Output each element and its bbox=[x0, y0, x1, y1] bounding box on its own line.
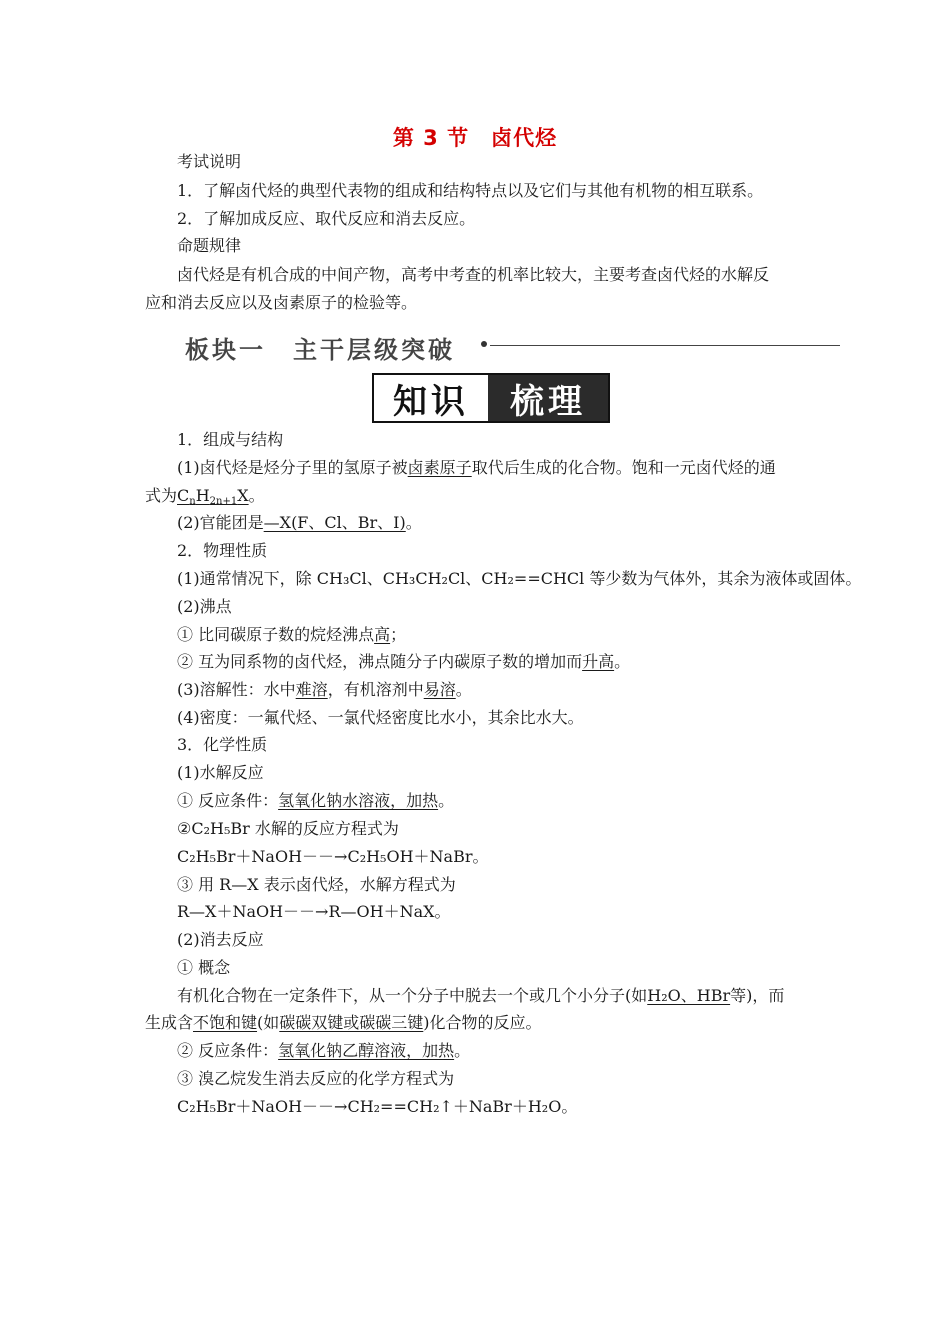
s3-equation-1: C₂H₅Br＋NaOH－－→C₂H₅OH＋NaBr。 bbox=[177, 847, 489, 866]
badge-right: 梳理 bbox=[488, 375, 608, 421]
exam-heading: 考试说明 bbox=[177, 152, 242, 171]
page-title: 第 3 节 卤代烃 bbox=[392, 126, 558, 150]
s3-equation-2: R—X＋NaOH－－→R—OH＋NaX。 bbox=[177, 902, 451, 921]
s2-line-4: ② 互为同系物的卤代烃，沸点随分子内碳原子数的增加而升高。 bbox=[177, 652, 631, 671]
answer-blank: 高 bbox=[374, 625, 391, 644]
s2-heading: 2．物理性质 bbox=[177, 541, 268, 560]
s1-heading: 1．组成与结构 bbox=[177, 430, 284, 449]
s3-line-1: (1)水解反应 bbox=[177, 763, 264, 782]
s3-line-12: ③ 溴乙烷发生消去反应的化学方程式为 bbox=[177, 1069, 455, 1088]
s1-line-3: (2)官能团是—X(F、Cl、Br、I)。 bbox=[177, 513, 422, 532]
s3-line-9: 有机化合物在一定条件下，从一个分子中脱去一个或几个小分子(如H₂O、HBr等)，而 bbox=[177, 986, 785, 1005]
rule-heading: 命题规律 bbox=[177, 236, 242, 255]
rule-text-1: 卤代烃是有机合成的中间产物，高考中考查的机率比较大，主要考查卤代烃的水解反 bbox=[177, 265, 770, 284]
section-header bbox=[185, 330, 840, 364]
s3-line-11: ② 反应条件：氢氧化钠乙醇溶液，加热。 bbox=[177, 1041, 471, 1060]
s3-line-5: ③ 用 R—X 表示卤代烃，水解方程式为 bbox=[177, 875, 456, 894]
s3-line-7: (2)消去反应 bbox=[177, 930, 264, 949]
answer-blank: 难溶 bbox=[295, 680, 328, 699]
s3-line-3: ②C₂H₅Br 水解的反应方程式为 bbox=[177, 819, 399, 838]
s3-heading: 3．化学性质 bbox=[177, 735, 268, 754]
answer-blank: 氢氧化钠水溶液，加热 bbox=[278, 791, 439, 810]
s2-line-6: (4)密度：一氟代烃、一氯代烃密度比水小，其余比水大。 bbox=[177, 708, 584, 727]
section-rule bbox=[490, 345, 840, 346]
s3-equation-3: C₂H₅Br＋NaOH－－→CH₂==CH₂↑＋NaBr＋H₂O。 bbox=[177, 1097, 578, 1116]
s3-line-8: ① 概念 bbox=[177, 958, 231, 977]
answer-blank: 氢氧化钠乙醇溶液，加热 bbox=[278, 1041, 455, 1060]
answer-blank: 易溶 bbox=[423, 680, 456, 699]
s2-line-1: (1)通常情况下，除 CH₃Cl、CH₃CH₂Cl、CH₂==CHCl 等少数为气体外，其余为液体或固体。 bbox=[177, 569, 862, 588]
s1-line-1: (1)卤代烃是烃分子里的氢原子被卤素原子取代后生成的化合物。饱和一元卤代烃的通 bbox=[177, 458, 776, 477]
s1-line-2: 式为$C_nH_{2n+1}X$。 bbox=[145, 486, 265, 507]
section-label: 板块一 主干层级突破 bbox=[185, 336, 455, 364]
knowledge-badge bbox=[372, 373, 610, 423]
answer-blank: 不饱和键 bbox=[193, 1013, 258, 1032]
badge-left: 知识 bbox=[374, 375, 488, 421]
answer-blank: 升高 bbox=[582, 652, 615, 671]
s3-line-2: ① 反应条件：氢氧化钠水溶液，加热。 bbox=[177, 791, 455, 810]
exam-item-2: 2．了解加成反应、取代反应和消去反应。 bbox=[177, 209, 476, 228]
s2-line-5: (3)溶解性：水中难溶，有机溶剂中易溶。 bbox=[177, 680, 472, 699]
s2-line-3: ① 比同碳原子数的烷烃沸点高； bbox=[177, 625, 407, 644]
s3-line-10: 生成含不饱和键(如碳碳双键或碳碳三键)化合物的反应。 bbox=[145, 1013, 542, 1032]
answer-blank: 碳碳双键或碳碳三键 bbox=[279, 1013, 424, 1032]
general-formula: $C_nH_{2n+1}X$ bbox=[177, 486, 249, 507]
s2-line-2: (2)沸点 bbox=[177, 597, 232, 616]
answer-blank: —X(F、Cl、Br、I) bbox=[263, 513, 406, 532]
section-dot bbox=[481, 341, 487, 347]
answer-blank: 卤素原子 bbox=[407, 458, 472, 477]
rule-text-2: 应和消去反应以及卤素原子的检验等。 bbox=[145, 293, 418, 312]
exam-item-1: 1．了解卤代烃的典型代表物的组成和结构特点以及它们与其他有机物的相互联系。 bbox=[177, 181, 764, 200]
answer-blank: H₂O、HBr bbox=[647, 986, 731, 1005]
